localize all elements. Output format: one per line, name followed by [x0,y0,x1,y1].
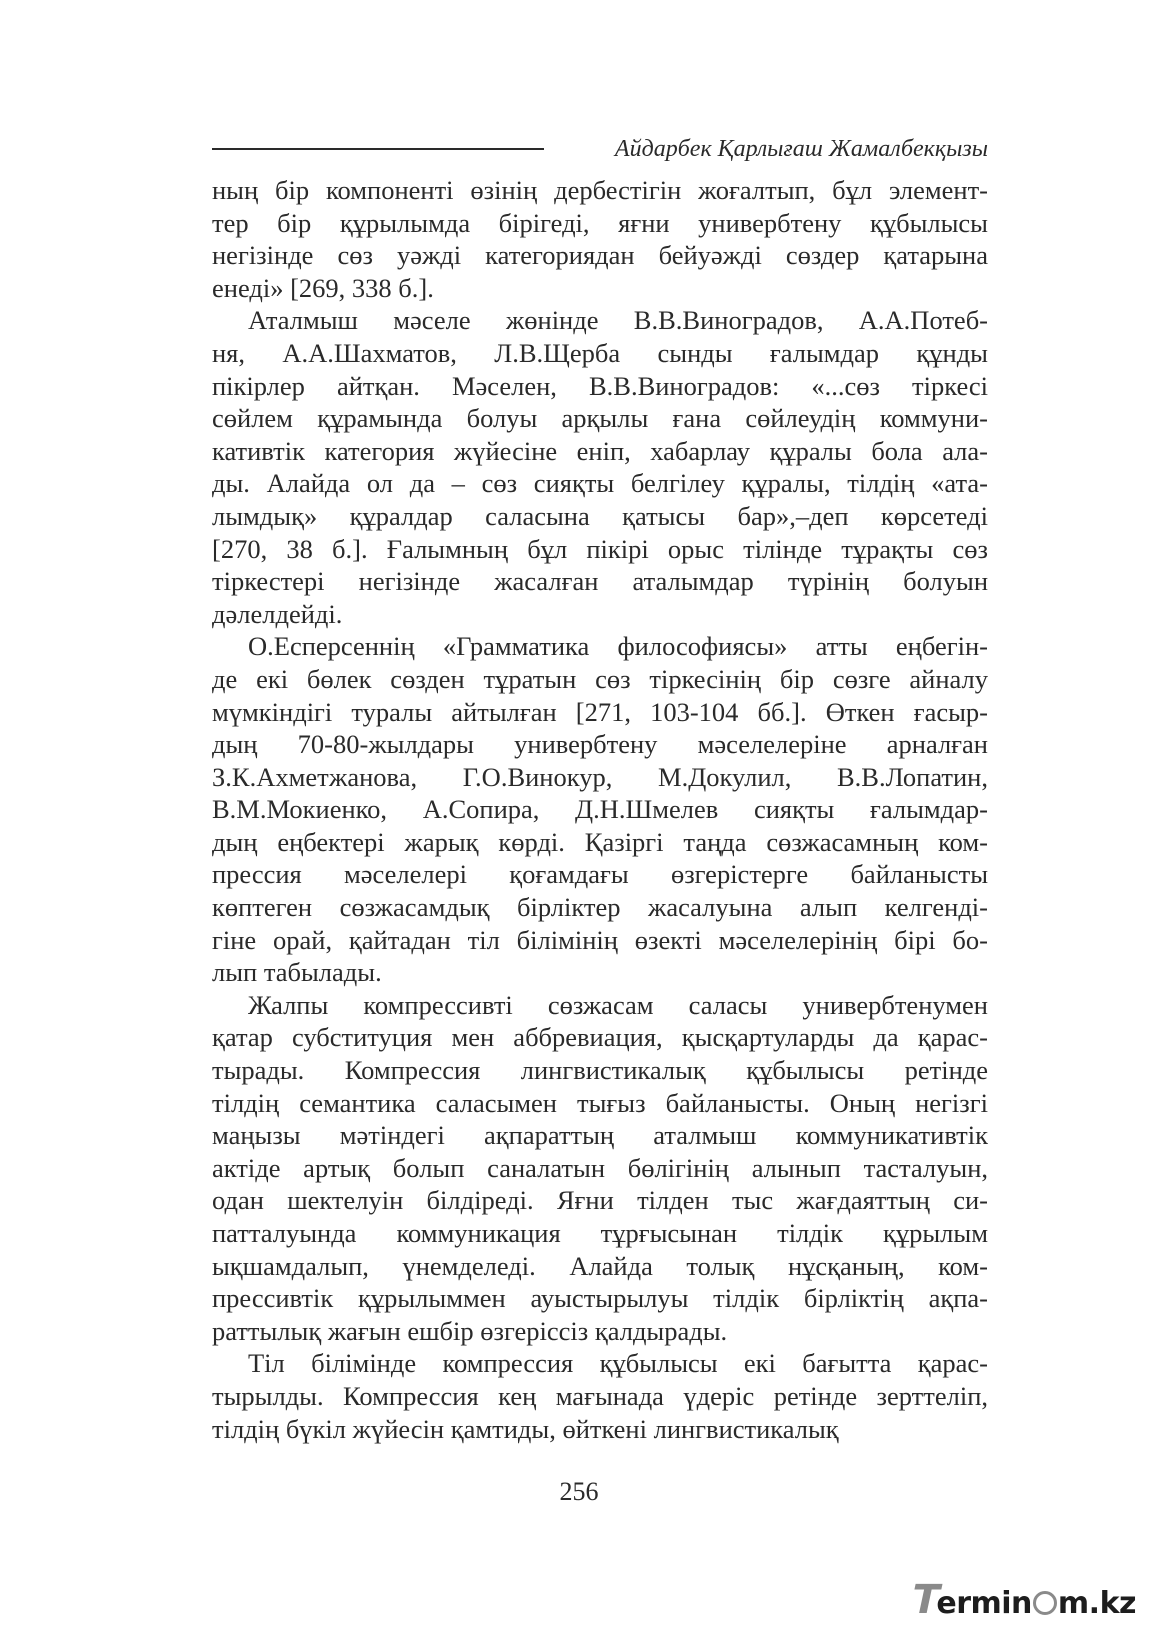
text-line: патталуында коммуникация тұрғысынан тілдік құрылым [212,1218,988,1248]
text-line: тырады. Компрессия лингвистикалық құбылысы ретінде [212,1055,988,1086]
paragraph [212,989,988,1348]
text-line: маңызы мәтіндегі ақпараттың аталмыш коммуникативтік [212,1120,988,1151]
text-line: ықшамдалып, үнемделеді. Алайда толық нұсқаның, ком- [212,1250,988,1281]
text-line: дәлелдейді. [212,598,343,629]
paragraph [212,1347,988,1445]
text-line: тілдің семантика саласымен тығыз байланысты. Оның негізгі [212,1087,988,1118]
text-line: прессия мәселелері қоғамдағы өзгерістерге байланысты [212,859,988,890]
text-line: дың 70-80-жылдары универбтену мәселелеріне арналған [212,729,988,760]
text-line: пікірлер айтқан. Мәселен, В.В.Виноградов: «...сөз тіркесі [212,370,988,401]
text-line: Тіл білімінде компрессия құбылысы екі бағытта қарас- [248,1348,988,1379]
text-line: тер бір құрылымда бірігеді, яғни универбтену құбылысы [212,207,988,238]
text-line: лымдық» құралдар саласына қатысы бар»,–деп көрсетеді [212,500,988,531]
header-rule [212,148,544,150]
text-line: көптеген сөзжасамдық бірліктер жасалуына алып келгенді- [212,892,988,923]
text-line: тырылды. Компрессия кең мағынада үдеріс ретінде зерттеліп, [212,1380,988,1411]
text-line: одан шектелуін білдіреді. Яғни тілден тыс жағдаяттың си- [212,1185,988,1216]
text-line: дың еңбектері жарық көрді. Қазіргі таңда сөзжасамның ком- [212,826,988,857]
body-text [212,174,988,1445]
header-author: Айдарбек Қарлығаш Жамалбекқызы [614,136,988,162]
watermark-text-start: ermin [936,1586,1032,1621]
text-line: [270, 38 б.]. Ғалымның бұл пікірі орыс тілінде тұрақты сөз [212,533,988,564]
text-line: ды. Алайда ол да – сөз сияқты белгілеу құралы, тілдің «ата- [212,468,988,499]
text-line: В.М.Мокиенко, А.Сопира, Д.Н.Шмелев сияқты ғалымдар- [212,794,988,825]
running-header [212,132,988,172]
text-line: қатар субституция мен аббревиация, қысқартуларды да қарас- [212,1022,988,1053]
text-line: лып табылады. [212,957,382,988]
text-line: тіркестері негізінде жасалған аталымдар түрінің болуын [212,566,988,597]
terminkom-watermark [906,1577,1136,1623]
paragraph [212,304,988,630]
text-line: кативтік категория жүйесіне еніп, хабарлау құралы бола ала- [212,435,988,466]
text-line: раттылық жағын ешбір өзгеріссіз қалдырады. [212,1315,728,1346]
text-line: З.К.Ахметжанова, Г.О.Винокур, М.Докулил, В.В.Лопатин, [212,761,988,792]
text-line: негізінде сөз уәжді категориядан бейуәжді сөздер қатарына [212,240,988,271]
text-line: Жалпы компрессивті сөзжасам саласы универбтенумен [248,989,988,1020]
text-line: енеді» [269, 338 б.]. [212,272,434,303]
text-line: ня, А.А.Шахматов, Л.В.Щерба сынды ғалымдар құнды [212,337,988,368]
text-line: сөйлем құрамында болуы арқылы ғана сөйлеудің коммуни- [212,403,988,434]
text-line: актіде артық болып саналатын бөлігінің алынып тасталуын, [212,1152,988,1183]
watermark-circle-icon [1033,1591,1057,1615]
watermark-logo-letter: T [906,1577,944,1623]
text-line: ның бір компоненті өзінің дербестігін жоғалтып, бұл элемент- [212,175,988,205]
page-number: 256 [559,1477,599,1506]
text-line: Аталмыш мәселе жөнінде В.В.Виноградов, А.А.Потеб- [248,305,988,336]
watermark-text-end: m.kz [1057,1586,1136,1621]
paragraph [212,630,988,989]
text-line: прессивтік құрылыммен ауыстырылуы тілдік бірліктің ақпа- [212,1283,988,1314]
text-line: мүмкіндігі туралы айтылған [271, 103-104 бб.]. Өткен ғасыр- [212,696,988,727]
text-line: О.Есперсеннің «Грамматика философиясы» атты еңбегін- [248,631,988,662]
text-line: тілдің бүкіл жүйесін қамтиды, өйткені лингвистикалық [212,1413,839,1444]
paragraph [212,174,988,304]
text-line: де екі бөлек сөзден тұратын сөз тіркесінің бір сөзге айналу [212,663,988,694]
text-line: гіне орай, қайтадан тіл білімінің өзекті мәселелерінің бірі бо- [212,924,988,955]
